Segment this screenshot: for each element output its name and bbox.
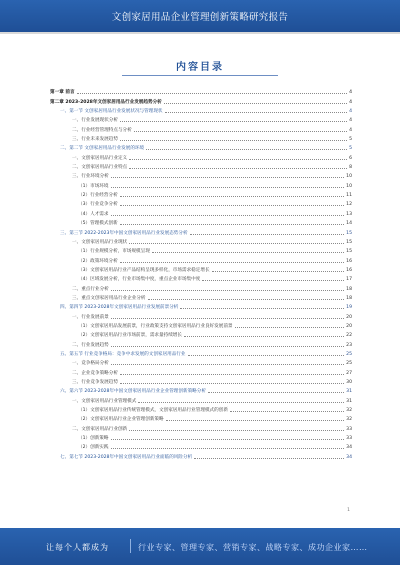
toc-entry-label: 二、行业发展趋势 [72, 342, 109, 348]
footer-divider [130, 539, 131, 553]
toc-entry-label: （2）文创家居用品行业企业管理创新策略 [78, 417, 164, 423]
toc-entry-label: （3）行业竞争分析 [78, 202, 118, 208]
toc-entry-label: 二、文创家居用品行业特点 [72, 165, 128, 171]
toc-entry[interactable] [50, 207, 352, 216]
footer-slogan: 让每个人都成为 [46, 543, 109, 552]
toc-entry[interactable] [50, 413, 352, 422]
toc-dot-leader [120, 383, 344, 384]
toc-entry-label: 第一章 前言 [50, 90, 75, 96]
toc-entry[interactable] [50, 273, 352, 282]
toc-dot-leader [111, 439, 345, 440]
toc-entry-label: 六、第六节 2023-2028年中国文创家居用品行业企业管理创新策略分析 [60, 389, 206, 395]
toc-entry-label: （4）区域发展分析，行业市场集中度，重点企业市场集中度 [78, 277, 201, 283]
toc-entry-label: （2）政策环境分析 [78, 258, 118, 264]
toc-entry[interactable] [50, 385, 352, 394]
toc-entry-page: 33 [346, 426, 352, 432]
toc-entry-page: 10 [346, 183, 352, 189]
toc-entry-page: 11 [346, 193, 352, 199]
toc-entry-page: 8 [349, 165, 352, 171]
toc-entry[interactable] [50, 236, 352, 245]
toc-entry-page: 25 [346, 361, 352, 367]
toc-entry-label: （1）创新策略 [78, 436, 109, 442]
toc-entry-page: 25 [346, 351, 352, 357]
toc-dot-leader [120, 140, 347, 141]
page-number: 1 [347, 508, 350, 513]
toc-entry-page: 31 [346, 389, 352, 395]
toc-entry[interactable] [50, 189, 352, 198]
toc-entry-page: 4 [349, 118, 352, 124]
toc-entry[interactable] [50, 123, 352, 132]
toc-entry-page: 16 [346, 258, 352, 264]
toc-dot-leader [120, 205, 344, 206]
toc-entry-label: 第二章 2023-2028年文创家居用品行业发展趋势分析 [50, 99, 162, 105]
toc-dot-leader [111, 177, 344, 178]
toc-entry-label: 一、文创家居用品行业定义 [72, 155, 128, 161]
toc-entry-label: 三、重点文创家居用品行业企业分析 [72, 295, 146, 301]
toc-entry-label: 二、重点行业分析 [72, 286, 109, 292]
toc-dot-leader [188, 355, 345, 356]
toc-dot-leader [120, 121, 347, 122]
toc-entry-page: 4 [349, 127, 352, 133]
toc-entry-label: 三、行业未来发展趋势 [72, 137, 118, 143]
toc-entry-label: （1）文创家居用品行业传统管理模式，文创家居用品行业管理模式的创新 [78, 408, 228, 414]
toc-entry-page: 31 [346, 398, 352, 404]
toc-entry-label: 一、竞争格局分析 [72, 361, 109, 367]
toc-dot-leader [120, 374, 344, 375]
toc-entry-label: （1）行业规模分析，市场规模呈现 [78, 249, 150, 255]
toc-entry-label: （4）人才需求 [78, 211, 109, 217]
toc-entry[interactable] [50, 320, 352, 329]
toc-entry[interactable] [50, 366, 352, 375]
toc-entry-page: 27 [346, 370, 352, 376]
toc-dot-leader [77, 93, 347, 94]
header-divider [0, 32, 400, 34]
toc-entry[interactable] [50, 179, 352, 188]
toc-entry-label: 一、文创家居用品行业管理模式 [72, 398, 137, 404]
toc-dot-leader [129, 159, 347, 160]
toc-entry[interactable] [50, 245, 352, 254]
toc-entry-page: 20 [346, 314, 352, 320]
toc-entry-label: （3）文创家居用品行业产品结构呈现多样化，市场需求稳定增长 [78, 267, 210, 273]
toc-entry[interactable] [50, 450, 352, 459]
toc-entry[interactable] [50, 170, 352, 179]
toc-entry-page: 32 [346, 417, 352, 423]
toc-entry[interactable] [50, 226, 352, 235]
toc-entry-label: 二、文创家居用品行业创新 [72, 426, 128, 432]
toc-entry-label: 二、第二节 文创家居用品行业发展的环境 [60, 146, 145, 152]
toc-entry-label: （2）行业经营分析 [78, 193, 118, 199]
toc-entry-page: 34 [346, 445, 352, 451]
toc-entry-page: 18 [346, 295, 352, 301]
toc-dot-leader [138, 402, 344, 403]
toc-dot-leader [120, 262, 344, 263]
toc-entry[interactable] [50, 404, 352, 413]
toc-entry-label: 五、第五节 行业竞争格局：竞争中求发展的文创家居用品行业 [60, 351, 186, 357]
toc-entry[interactable] [50, 282, 352, 291]
table-of-contents [50, 86, 352, 460]
toc-entry-page: 12 [346, 202, 352, 208]
toc-entry[interactable] [50, 198, 352, 207]
toc-entry[interactable] [50, 376, 352, 385]
toc-entry[interactable] [50, 432, 352, 441]
toc-dot-leader [194, 458, 344, 459]
toc-entry-label: 二、企业竞争策略分析 [72, 370, 118, 376]
toc-dot-leader [120, 224, 344, 225]
toc-dot-leader [190, 234, 345, 235]
toc-entry-page: 34 [346, 454, 352, 460]
toc-entry-page: 6 [349, 155, 352, 161]
footer-tagline: 行业专家、管理专家、营销专家、战略专家、成功企业家…… [138, 543, 368, 552]
toc-entry-page: 22 [346, 333, 352, 339]
toc-title-divider [122, 75, 278, 76]
toc-entry-page: 19 [346, 305, 352, 311]
toc-dot-leader [111, 187, 345, 188]
toc-dot-leader [208, 392, 344, 393]
toc-entry[interactable] [50, 310, 352, 319]
toc-entry[interactable] [50, 348, 352, 357]
toc-dot-leader [165, 112, 348, 113]
toc-entry-label: 三、第三节 2022-2023年中国文创家居用品行业发展态势分析 [60, 230, 188, 236]
toc-entry[interactable] [50, 301, 352, 310]
toc-entry-page: 17 [346, 277, 352, 283]
toc-entry[interactable] [50, 292, 352, 301]
toc-dot-leader [129, 243, 344, 244]
toc-title: 内容目录 [176, 62, 224, 73]
toc-dot-leader [202, 280, 344, 281]
toc-entry[interactable] [50, 422, 352, 431]
toc-entry-label: 二、行业经营管理特点与分析 [72, 127, 132, 133]
toc-dot-leader [235, 327, 345, 328]
toc-dot-leader [184, 336, 344, 337]
toc-entry[interactable] [50, 254, 352, 263]
toc-entry[interactable] [50, 86, 352, 95]
toc-entry[interactable] [50, 105, 352, 114]
toc-entry-page: 15 [346, 239, 352, 245]
toc-entry-page: 15 [346, 249, 352, 255]
toc-entry-page: 15 [346, 230, 352, 236]
toc-entry[interactable] [50, 264, 352, 273]
toc-entry-page: 20 [346, 323, 352, 329]
toc-entry-label: 三、行业环境分析 [72, 174, 109, 180]
toc-entry-label: （2）创新实践 [78, 445, 109, 451]
toc-dot-leader [134, 131, 347, 132]
toc-entry[interactable] [50, 142, 352, 151]
toc-dot-leader [111, 318, 344, 319]
toc-dot-leader [129, 430, 344, 431]
toc-entry-page: 10 [346, 174, 352, 180]
toc-entry-page: 23 [346, 342, 352, 348]
toc-entry[interactable] [50, 338, 352, 347]
toc-dot-leader [230, 411, 344, 412]
toc-entry-page: 5 [349, 146, 352, 152]
toc-entry-label: （2）文创家居用品行业市场前景，需求量持续增长 [78, 333, 182, 339]
toc-dot-leader [111, 346, 344, 347]
toc-entry-page: 30 [346, 380, 352, 385]
toc-entry[interactable] [50, 161, 352, 170]
toc-dot-leader [111, 364, 344, 365]
toc-entry-label: 一、文创家居用品行业现状 [72, 239, 128, 245]
toc-entry-label: （1）市场环境 [78, 183, 109, 189]
toc-entry[interactable] [50, 394, 352, 403]
toc-dot-leader [146, 149, 347, 150]
toc-dot-leader [180, 308, 344, 309]
toc-entry[interactable] [50, 114, 352, 123]
toc-entry-page: 33 [346, 436, 352, 442]
toc-entry[interactable] [50, 329, 352, 338]
toc-entry-label: 七、第七节 2023-2028年中国文创家居用品行业面临的风险分析 [60, 454, 193, 460]
toc-entry-label: 三、行业竞争发展趋势 [72, 380, 118, 385]
toc-entry-page: 32 [346, 408, 352, 414]
toc-dot-leader [120, 196, 344, 197]
toc-entry[interactable] [50, 95, 352, 104]
toc-entry-label: 一、行业发展前景 [72, 314, 109, 320]
toc-entry-page: 16 [346, 267, 352, 273]
toc-entry-label: 一、行业发展现状分析 [72, 118, 118, 124]
toc-dot-leader [129, 168, 347, 169]
toc-dot-leader [164, 103, 347, 104]
toc-entry[interactable] [50, 133, 352, 142]
toc-entry[interactable] [50, 441, 352, 450]
toc-entry-label: （5）管理模式创新 [78, 221, 118, 227]
report-title: 文创家居用品企业管理创新策略研究报告 [111, 12, 289, 23]
toc-dot-leader [166, 420, 345, 421]
toc-entry-page: 18 [346, 286, 352, 292]
toc-entry[interactable] [50, 151, 352, 160]
toc-dot-leader [148, 299, 345, 300]
toc-entry-label: （1）文创家居用品发展前景，行业政策支持文创家居用品行业良好发展前景 [78, 323, 233, 329]
toc-entry-page: 4 [349, 109, 352, 115]
toc-dot-leader [111, 290, 344, 291]
toc-dot-leader [111, 215, 345, 216]
toc-entry-label: 一、第一节 文创家居用品行业发展状况与管理现状 [60, 109, 163, 115]
toc-entry-page: 4 [349, 99, 352, 105]
toc-entry[interactable] [50, 357, 352, 366]
toc-dot-leader [152, 252, 344, 253]
toc-entry-page: 13 [346, 211, 352, 217]
toc-entry-label: 四、第四节 2023-2028年文创家居用品行业发展前景分析 [60, 305, 179, 311]
toc-entry-page: 5 [349, 137, 352, 143]
toc-entry-page: 14 [346, 221, 352, 227]
toc-entry-page: 4 [349, 90, 352, 96]
toc-dot-leader [212, 271, 345, 272]
toc-dot-leader [111, 448, 345, 449]
toc-entry[interactable] [50, 217, 352, 226]
